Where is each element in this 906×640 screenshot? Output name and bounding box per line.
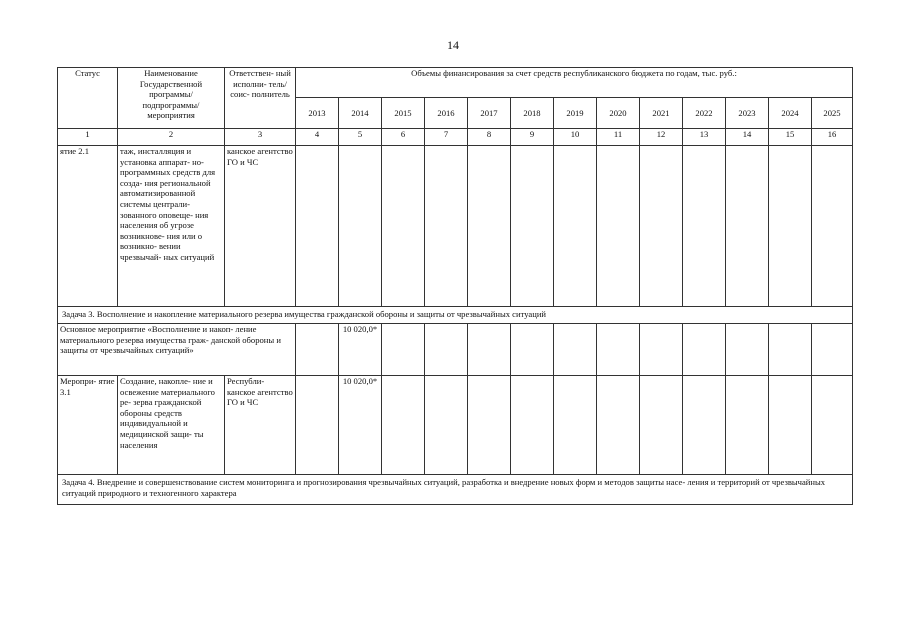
value-cell (382, 324, 425, 376)
responsible-cell: Республи- канское агентство ГО и ЧС (225, 376, 296, 475)
column-number: 6 (382, 129, 425, 146)
header-year: 2018 (511, 98, 554, 129)
value-cell (511, 376, 554, 475)
value-cell (726, 324, 769, 376)
header-year: 2020 (597, 98, 640, 129)
value-2014: 10 020,0* (339, 376, 382, 475)
value-cell (726, 376, 769, 475)
header-year: 2017 (468, 98, 511, 129)
header-year: 2025 (812, 98, 853, 129)
value-cell (597, 376, 640, 475)
column-number: 16 (812, 129, 853, 146)
column-number: 15 (769, 129, 812, 146)
header-year: 2021 (640, 98, 683, 129)
value-cell (554, 324, 597, 376)
value-cell (812, 146, 853, 307)
column-number: 14 (726, 129, 769, 146)
value-cell (425, 324, 468, 376)
column-number: 9 (511, 129, 554, 146)
column-number: 5 (339, 129, 382, 146)
column-number: 2 (118, 129, 225, 146)
column-number: 10 (554, 129, 597, 146)
header-year: 2023 (726, 98, 769, 129)
value-cell (683, 376, 726, 475)
header-year: 2014 (339, 98, 382, 129)
value-cell (812, 376, 853, 475)
header-responsible: Ответствен- ный исполни- тель/ соис- полнитель (225, 68, 296, 129)
value-cell (511, 146, 554, 307)
value-cell (769, 146, 812, 307)
value-cell (296, 324, 339, 376)
value-cell (425, 376, 468, 475)
header-year: 2019 (554, 98, 597, 129)
value-cell (511, 324, 554, 376)
column-number: 8 (468, 129, 511, 146)
name-cell: таж, инсталляция и установка аппарат- но-программных средств для созда- ния региональной автоматизированной системы централи- зованного оповеще- ния населения об угрозе возникнове- ния или о возникно- вении чрезвычай- ных ситуаций (118, 146, 225, 307)
name-cell: Создание, накопле- ние и освежение материального ре- зерва гражданской обороны средств индивидуальной и медицинской защи- ты населения (118, 376, 225, 475)
value-cell (640, 146, 683, 307)
header-program-name: Наименование Государственной программы/ подпрограммы/ мероприятия (118, 68, 225, 129)
financing-table (57, 67, 853, 505)
table-row (58, 146, 853, 307)
status-cell: ятие 2.1 (58, 146, 118, 307)
value-cell (382, 376, 425, 475)
value-cell (640, 324, 683, 376)
page-number: 14 (447, 38, 459, 52)
value-cell (468, 324, 511, 376)
value-cell (683, 146, 726, 307)
header-year: 2022 (683, 98, 726, 129)
status-cell: Меропри- ятие 3.1 (58, 376, 118, 475)
value-cell (726, 146, 769, 307)
table-row (58, 324, 853, 376)
task-3-heading: Задача 3. Восполнение и накопление материального резерва имущества гражданской обороны и защиты от чрезвычайных ситуаций (58, 307, 853, 324)
header-financing-volumes: Объемы финансирования за счет средств республиканского бюджета по годам, тыс. руб.: (296, 68, 853, 98)
value-2014: 10 020,0* (339, 324, 382, 376)
task-row (58, 475, 853, 505)
column-number: 13 (683, 129, 726, 146)
table-row (58, 376, 853, 475)
value-cell (683, 324, 726, 376)
column-number: 7 (425, 129, 468, 146)
header-year: 2013 (296, 98, 339, 129)
column-number: 12 (640, 129, 683, 146)
value-cell (468, 146, 511, 307)
header-status: Статус (58, 68, 118, 129)
value-cell (296, 376, 339, 475)
value-cell (554, 146, 597, 307)
header-year: 2024 (769, 98, 812, 129)
header-year: 2016 (425, 98, 468, 129)
task-4-heading: Задача 4. Внедрение и совершенствование систем мониторинга и прогнозирования чрезвычайных ситуаций, разработка и внедрение новых форм и методов защиты насе- ления и территорий от чрезвычайных ситуаций природного и техногенного характера (58, 475, 853, 505)
header-row (58, 68, 853, 98)
value-cell (640, 376, 683, 475)
column-number: 3 (225, 129, 296, 146)
value-cell (339, 146, 382, 307)
main-activity-name: Основное мероприятие «Восполнение и накоп- ление материального резерва имущества граж- данской обороны и защиты от чрезвычайных ситуаций» (58, 324, 296, 376)
value-cell (769, 376, 812, 475)
column-number: 4 (296, 129, 339, 146)
value-cell (468, 376, 511, 475)
value-cell (554, 376, 597, 475)
responsible-cell: канское агентство ГО и ЧС (225, 146, 296, 307)
value-cell (812, 324, 853, 376)
value-cell (296, 146, 339, 307)
header-year: 2015 (382, 98, 425, 129)
value-cell (382, 146, 425, 307)
column-number-row (58, 129, 853, 146)
column-number: 11 (597, 129, 640, 146)
value-cell (597, 324, 640, 376)
value-cell (425, 146, 468, 307)
column-number: 1 (58, 129, 118, 146)
value-cell (597, 146, 640, 307)
task-row (58, 307, 853, 324)
value-cell (769, 324, 812, 376)
